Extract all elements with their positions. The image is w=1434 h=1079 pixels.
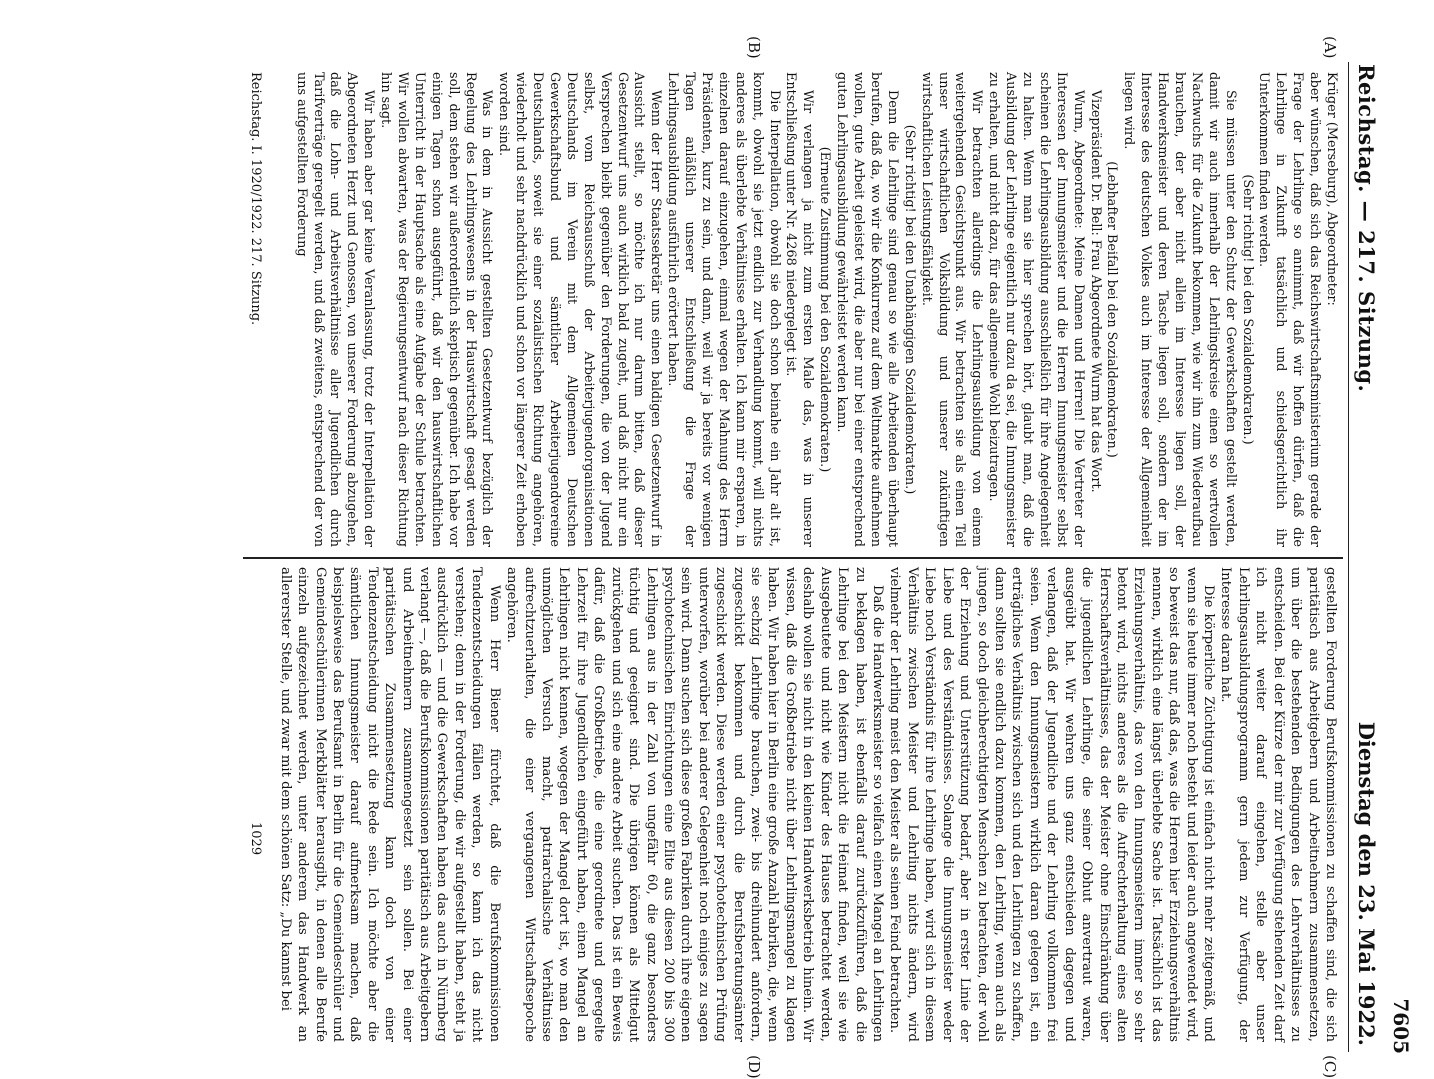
paragraph: Die körperliche Züchtigung ist einfach nicht mehr zeitgemäß, und wenn sie heute immer noch besteht und leider auch angewendet wird, so beweist das nur, daß das, was die Herren hier Erziehungsverhältnis nennen, wirklich eine längst überlebte Sache ist. Tatsächlich ist das Erziehungsverhältnis, das von den Innungsmeistern immer so sehr betont wird, nichts anderes als die Aufrechterhaltung eines alten Herrschaftsverhältnisses, das der Meister ohne Einschränkung über die jugendlichen Lehrlinge, die seiner Obhut anvertraut waren, ausgeübt hat. Wir wehren uns ganz entschieden dagegen und verlangen, daß der Jugendliche und der Lehrling vollkommen frei seien. Wenn den Innungsmeistern wirklich daran gelegen ist, ein erträgliches Verhältnis zwischen sich und den Lehrlingen zu schaffen, dann sollten sie endlich dazu kommen, den Lehrling, wenn auch als jungen, so doch gleichberechtigten Menschen zu betrachten, der wohl der Erziehung und Unterstützung bedarf, aber in erster Linie der Liebe und des Verständnisses. Solange die Innungsmeister weder Liebe noch Verständnis für ihre Lehrlinge haben, wird sich in diesem Verhältnis zwischen Meister und Lehrling nichts ändern, wird vielmehr der Lehrling meist den Meister als seinen Feind betrachten.	[887, 567, 1217, 1042]
header-left: Reichstag. — 217. Sitzung.	[1354, 64, 1379, 393]
paragraph: Wir haben aber gar keine Veranlassung, trotz der Interpellation der Abgeordneten Herzt und Genossen, von unserer Forderung abzugehen, daß die Lohn- und Arbeitsverhältnisse aller Jugendlichen durch Tarifverträge geregelt werden, und daß zweitens, entsprechend der von uns aufgestellten Forderung	[293, 72, 377, 547]
interjection: (Lebhafter Beifall bei den Sozialdemokraten.)	[1104, 161, 1120, 458]
vice-president-line: Vizepräsident Dr. Bell: Frau Abgeordnete Wurm hat das Wort.	[1087, 90, 1103, 493]
page-number: 7605	[1389, 998, 1413, 1054]
interjection: (Sehr richtig! bei den Sozialdemokraten.)	[1239, 174, 1255, 445]
marker-b: (B)	[745, 36, 763, 59]
page-header	[1348, 62, 1383, 1052]
paragraph: Denn die Lehrlinge sind genau so wie alle Arbeitenden überhaupt berufen, daß da, wo wir die Konkurrenz auf dem Weltmarkte aufnehmen wollen, gute Arbeit geleistet wird, die aber nur bei einer entsprechend guten Lehrlingsausbildung gewährleistet werden kann.	[834, 72, 900, 547]
interjection: (Erneute Zustimmung bei den Sozialdemokraten.)	[817, 146, 833, 473]
digitization-note	[1404, 6, 1428, 991]
marker-a: (A)	[1321, 36, 1339, 59]
paragraph: Die Interpellation, obwohl sie doch schon beinahe ein Jahr alt ist, kommt, obwohl sie jetzt endlich zur Verhandlung kommt, will nichts anderes als überlebte Verhältnisse erhalten. Ich kann mir ersparen, in einzelnen darauf einzugehen, einmal wegen der Mahnung des Herrn Präsidenten, kurz zu sein, und dann, weil wir ja bereits vor wenigen Tagen anläßlich unserer Entschließung die Frage der Lehrlingsausbildung ausführlich erörtert haben.	[665, 72, 782, 547]
paragraph: Wenn der Herr Staatssekretär uns einen baldigen Gesetzentwurf in Aussicht stellt, so möchte ich nur darum bitten, daß dieser Gesetzentwurf uns auch wirklich bald zugeht, und daß nicht nur ein Versprechen bleibt gegenüber den Forderungen, die von der Jugend selbst, vom Reichsausschuß der Arbeiterjugendorganisationen Deutschlands im Verein mit dem Allgemeinen Deutschen Gewerkschaftsbund und sämtlicher Arbeiterjugendvereine Deutschlands, soweit sie einer sozialistischen Richtung angehören, wiederholt und sehr nachdrücklich und schon vor längerer Zeit erhoben worden sind.	[496, 72, 664, 547]
paragraph: Sie müssen unter den Schutz der Gewerkschaften gestellt werden, damit wir auch innerhalb der Lehrlingskreise einen so wertvollen Nachwuchs für die Zukunft bekommen, wie wir ihn zum Wiederaufbau brauchen, der aber nicht allein im Interesse liegen soll, der Handwerksmeister und deren Tasche liegen soll, sondern der im Interesse des deutschen Volkes auch im Interesse der Allgemeinheit liegen wird.	[1121, 72, 1238, 547]
column-divider	[243, 557, 1343, 559]
paragraph: Wurm, Abgeordnete: Meine Damen und Herren! Die Vertreter der Interessen der Innungsmeister und die Herren Innungsmeister selbst scheinen die Lehrlingsausbildung ausschließlich für ihre Angelegenheit zu halten. Wenn man sie hier sprechen hört, glaubt man, daß die Ausbildung der Lehrlinge eigentlich nur dazu da sei, die Innungsmeister zu erhalten, und nicht dazu, für das allgemeine Wohl beizutragen.	[986, 72, 1086, 547]
marker-d: (D)	[745, 1055, 763, 1079]
document-page	[63, 36, 1413, 1079]
paragraph: Wenn Herr Biener fürchtet, daß die Berufskommissionen Tendenzentscheidungen fällen werden, so kann ich das nicht verstehen; denn in der Forderung, die wir aufgestellt haben, steht ja ausdrücklich — und die Gewerkschaften haben das auch in Nürnberg verlangt —, daß die Berufskommissionen paritätisch aus Arbeitgebern und Arbeitnehmern zusammengesetzt sein sollen. Bei einer paritätischen Zusammensetzung kann doch von einer Tendenzentscheidung nicht die Rede sein. Ich möchte aber die sämtlichen Innungsmeister darauf aufmerksam machen, daß beispielsweise das Berufsamt in Berlin für die Gemeindeschüler und Gemeindeschülerinnen Merkblätter herausgibt, in denen alle Berufe einzeln aufgezeichnet werden, unter anderem das Handwerk an allererster Stelle, und zwar mit dem schönen Satz: „Du kannst bei	[277, 567, 502, 1042]
right-column	[276, 567, 1339, 1042]
speaker-intro: Krüger (Merseburg), Abgeordneter:	[1324, 72, 1339, 306]
paragraph: Wir betrachten allerdings die Lehrlingsausbildung von einem weitergehenden Gesichtspunkt aus. Wir betrachten sie als einen Teil unser wirtschaftlichen Volksbildung und unserer zukünftigen wirtschaftlichen Leistungsfähigkeit.	[918, 72, 985, 547]
paragraph: aber wünschen, daß sich das Reichswirtschaftsministerium gerade der Frage der Lehrlinge so annimmt, daß wir hoffen dürfen, daß die Lehrlinge in Zukunft tatsächlich und schiedsgerichtlich ihr Unterkommen finden werden.	[1256, 72, 1323, 547]
marker-c: (C)	[1321, 1055, 1339, 1079]
interjection: (Sehr richtig! bei den Unabhängigen Sozialdemokraten.)	[901, 124, 917, 495]
left-column	[292, 72, 1339, 547]
sheet-number: 1029	[248, 822, 263, 856]
paragraph: Daß die Handwerksmeister so vielfach einen Mangel an Lehrlingen zu beklagen haben, ist ebenfalls darauf zurückzuführen, daß die Lehrlinge bei den Meistern nicht die Heimat finden, weil sie wie Ausgebeutete und nicht wie Kinder des Hauses betrachtet werden, deshalb wollen sie nicht in den kleinen Handwerksbetrieb hinein. Wir wissen, daß die Großbetriebe nicht über Lehrlingsmangel zu klagen haben. Wir haben hier in Berlin eine große Anzahl Fabriken, die, wenn sie sechzig Lehrlinge brauchen, zwei- bis dreihundert anfordern, zugeschickt bekommen und durch die Berufsberatungsämter zugeschickt werden. Diese werden einer psychotechnischen Prüfung unterworfen, worüber bei anderer Gelegenheit noch einiges zu sagen sein wird. Dann suchen sich diese großen Fabriken durch ihre eigenen psychotechnischen Einrichtungen eine Elite aus diesen 200 bis 300 Lehrlingen aus in der Zahl von ungefähr 60, die ganz besonders tüchtig und geeignet sind. Die übrigen können als Mittelgut zurückgehen und sich eine andere Arbeit suchen. Das ist ein Beweis dafür, daß die Großbetriebe, die eine geordnete und geregelte Lehrzeit für ihre Jugendlichen eingeführt haben, einen Mangel an Lehrlingen nicht kennen, wogegen der Mangel dort ist, wo man den unmöglichen Versuch macht, patriarchalische Verhältnisse aufrechtzuerhalten, die einer vergangenen Wirtschaftsepoche angehören.	[504, 567, 886, 1042]
paragraph: Was in dem in Aussicht gestellten Gesetzentwurf bezüglich der Regelung des Lehrlingswesens in der Hauswirtschaft gesagt werden soll, dem stehen wir außerordentlich skeptisch gegenüber. Ich habe vor einigen Tagen schon ausgeführt, daß wir den hauswirtschaftlichen Unterricht in der Hauptsache als eine Aufgabe der Schule betrachten. Wir wollen abwarten, was der Regierungsentwurf nach dieser Richtung hin sagt.	[378, 72, 495, 547]
paragraph: gestellten Forderung Berufskommissionen zu schaffen sind, die sich paritätisch aus Arbeitgebern und Arbeitnehmern zusammensetzen, um über die bestehenden Bedingungen des Lehrverhältnisses zu entscheiden. Bei der Kürze der mir zur Verfügung stehenden Zeit darf ich nicht weiter darauf eingehen, stelle aber unser Lehrlingsausbildungsprogramm gern jedem zur Verfügung, der Interesse daran hat.	[1218, 567, 1338, 1042]
header-right: Dienstag den 23. Mai 1922.	[1354, 721, 1379, 1046]
paragraph: Wir verlangen ja nicht zum ersten Male das, was in unserer Entschließung unter Nr. 4268 niedergelegt ist.	[783, 72, 816, 547]
footer-left: Reichstag. I. 1920/1922. 217. Sitzung.	[248, 72, 263, 326]
